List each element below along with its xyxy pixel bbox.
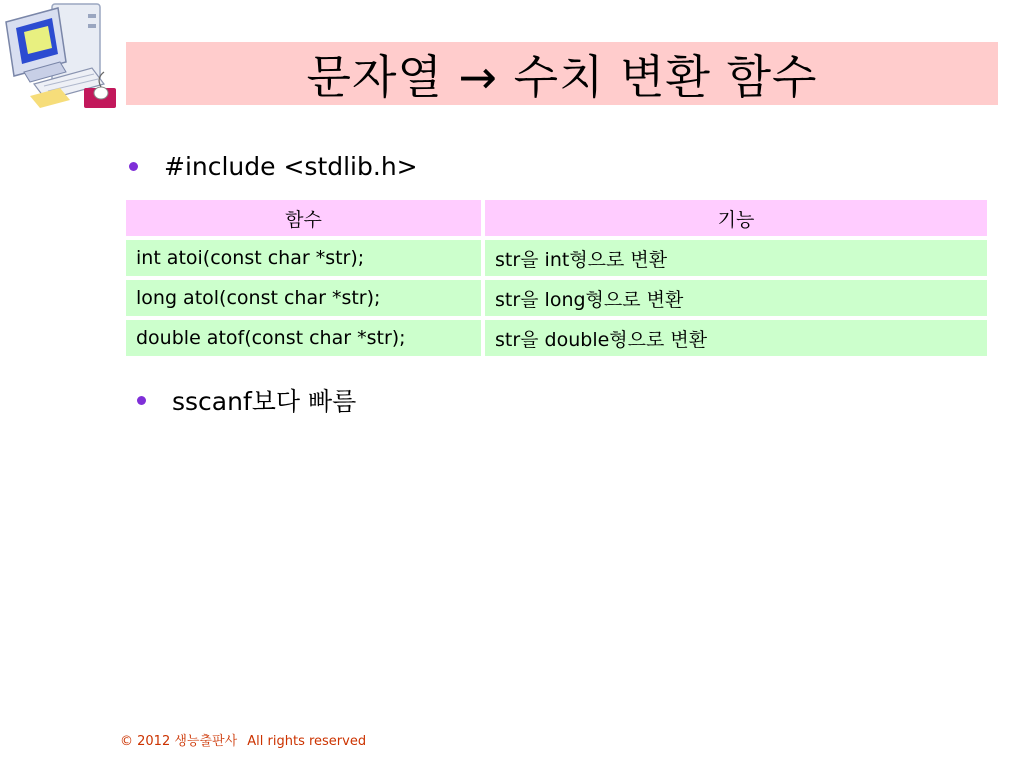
table-cell-description: str을 int형으로 변환: [485, 240, 987, 276]
bullet-item-sscanf: [137, 382, 356, 418]
rights-text: All rights reserved: [247, 734, 367, 749]
table-cell-function: long atol(const char *str);: [126, 280, 481, 316]
table-header-cell: 함수: [126, 200, 481, 236]
copyright-text: © 2012 생능출판사: [120, 734, 238, 749]
table-header-cell: 기능: [485, 200, 987, 236]
bullet-dot-icon: [137, 396, 146, 405]
table-header-row: [126, 200, 987, 236]
bullet-dot-icon: [129, 162, 138, 171]
table-cell-function: int atoi(const char *str);: [126, 240, 481, 276]
table-cell-description: str을 long형으로 변환: [485, 280, 987, 316]
table-cell-function: double atof(const char *str);: [126, 320, 481, 356]
table-row: [126, 240, 987, 276]
slide-title: 문자열 → 수치 변환 함수: [306, 49, 818, 104]
table-cell-description: str을 double형으로 변환: [485, 320, 987, 356]
bullet-text: #include <stdlib.h>: [164, 151, 418, 181]
bullet-item-include: [129, 148, 418, 184]
table-row: [126, 280, 987, 316]
bullet-text: sscanf보다 빠름: [172, 387, 357, 416]
footer-copyright: [120, 730, 372, 749]
computer-clipart-icon: [0, 0, 122, 112]
function-table: [122, 196, 991, 360]
table-row: [126, 320, 987, 356]
slide-title-bar: [126, 42, 998, 105]
